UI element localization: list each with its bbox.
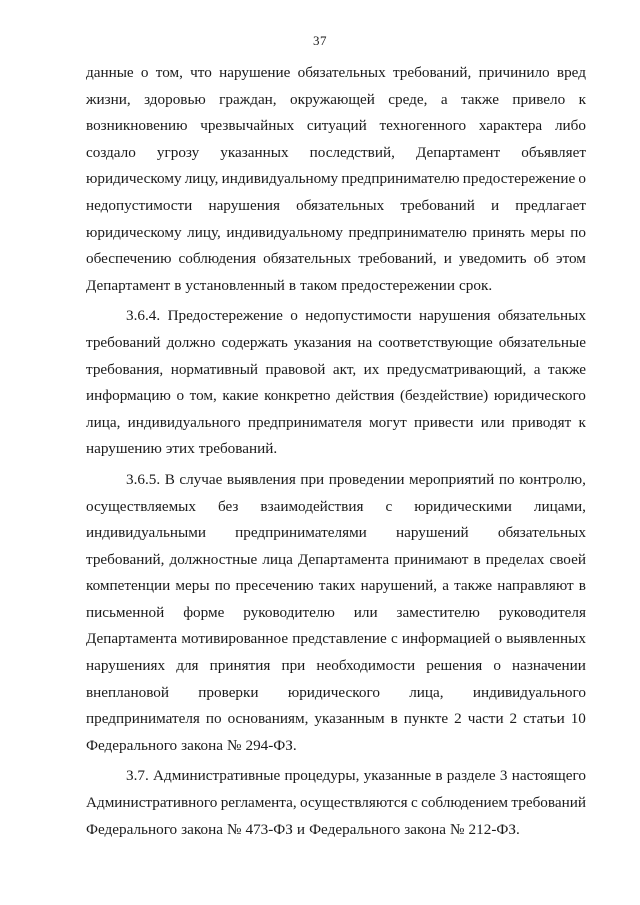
word: лица,: [409, 683, 444, 701]
word: предостережении: [341, 276, 456, 294]
word: письменной: [86, 603, 165, 621]
word: граждан,: [219, 90, 277, 108]
word: юридическому: [86, 170, 182, 188]
word: о: [494, 630, 503, 648]
word: 3: [499, 767, 508, 785]
text-line: [86, 600, 586, 627]
word: требований: [400, 196, 475, 214]
word: обязательные: [498, 333, 586, 351]
word: о: [140, 64, 149, 81]
text-line: [86, 733, 586, 760]
word: а: [440, 90, 448, 108]
word: нормативный: [170, 360, 259, 378]
text-line: [86, 653, 586, 680]
word: направляют: [497, 577, 574, 595]
word: Федерального: [86, 736, 178, 754]
word: предпринимателями: [235, 524, 367, 542]
text-line: [86, 573, 586, 600]
word: к: [578, 90, 586, 108]
word: внеплановой: [86, 683, 169, 701]
word: таком: [300, 276, 338, 294]
word: об: [533, 250, 549, 268]
text-line: [86, 246, 586, 273]
word: и: [296, 820, 306, 838]
word: (бездействие): [399, 387, 489, 405]
word: закона: [181, 820, 223, 838]
word: а: [442, 577, 449, 595]
word: информацию: [86, 387, 171, 405]
word: также: [460, 90, 499, 108]
word: в: [473, 550, 481, 568]
word: контролю,: [519, 470, 586, 488]
word: назначении: [512, 657, 586, 675]
word: о: [493, 657, 501, 675]
word: нарушений: [396, 524, 469, 542]
word: лица: [262, 550, 293, 568]
word: требований.: [198, 440, 278, 458]
word: действия: [336, 387, 395, 405]
word: с: [390, 630, 398, 648]
word: указанным: [314, 710, 385, 728]
word: нарушения: [418, 307, 491, 325]
text-line: [86, 303, 586, 330]
word: 10: [570, 710, 586, 728]
word: в: [578, 577, 586, 595]
word: выявленных: [506, 630, 586, 648]
word: в: [288, 276, 297, 294]
text-line: [86, 790, 586, 817]
text-line: [86, 383, 586, 410]
word: требований,: [86, 550, 165, 568]
word: а: [533, 360, 541, 378]
word: какие: [222, 387, 259, 405]
word: указанных: [220, 143, 289, 161]
text-line: [86, 166, 586, 193]
word: проведении: [328, 470, 405, 488]
word: пределах: [485, 550, 545, 568]
word: привело: [512, 90, 566, 108]
word: закона: [404, 820, 447, 838]
word: принять: [472, 223, 525, 241]
word: с: [385, 497, 393, 515]
text-line: [86, 680, 586, 707]
word: или: [480, 413, 505, 431]
text-line: [86, 467, 586, 494]
word: индивидуальному: [221, 170, 339, 188]
document-body: [86, 60, 586, 843]
word: нарушению: [86, 440, 162, 458]
word: своей: [549, 550, 586, 568]
word: предпринимателю: [348, 223, 467, 241]
word: создало: [86, 143, 136, 161]
word: угрозу: [156, 143, 200, 161]
word: срок.: [459, 276, 493, 294]
word: №: [450, 820, 465, 838]
word: 294-ФЗ.: [245, 736, 297, 754]
word: принимают: [394, 550, 469, 568]
text-line: [86, 113, 586, 140]
word: взаимодействия: [260, 497, 364, 515]
word: пункте: [403, 710, 449, 728]
word: причинило: [478, 64, 550, 81]
word: указанные: [363, 767, 432, 785]
word: Административные: [153, 767, 281, 785]
text-line: [86, 494, 586, 521]
word: лица,: [86, 413, 121, 431]
word: также: [548, 360, 586, 378]
word: соблюдением: [421, 794, 509, 812]
word: жизни,: [86, 90, 131, 108]
word: недопустимости: [305, 307, 412, 325]
word: №: [226, 736, 242, 754]
word: №: [226, 820, 242, 838]
word: в: [390, 710, 398, 728]
word: лицу,: [187, 223, 221, 241]
word: меры: [175, 577, 210, 595]
word: выявления: [226, 470, 296, 488]
word: в: [174, 276, 182, 294]
word: предпринимателя: [247, 413, 362, 431]
word: пресечению: [235, 577, 314, 595]
word: 2: [454, 710, 462, 728]
paragraph-item-3-7: [86, 763, 586, 843]
text-line: [86, 626, 586, 653]
word: регламента,: [220, 794, 297, 812]
word: предлагает: [515, 196, 586, 214]
text-line: [86, 357, 586, 384]
word: чрезвычайных: [200, 117, 295, 135]
word: этих: [165, 440, 195, 458]
word: приводят: [511, 413, 572, 431]
word: Предостережение: [167, 307, 283, 325]
word: техногенного: [379, 117, 467, 135]
word: и: [491, 196, 500, 214]
word: либо: [554, 117, 586, 135]
text-line: [86, 60, 586, 87]
word: таких: [318, 577, 356, 595]
word: обязательных: [296, 196, 385, 214]
word: осуществляемых: [86, 497, 196, 515]
word: решения: [426, 657, 483, 675]
word: возникновению: [86, 117, 188, 135]
text-line: [86, 817, 586, 844]
word: нарушениях: [86, 657, 166, 675]
word: заместителю: [396, 603, 480, 621]
word: 3.7.: [126, 767, 149, 785]
text-line: [86, 706, 586, 733]
text-line: [86, 520, 586, 547]
word: с: [410, 794, 418, 812]
word: по: [570, 223, 586, 241]
word: что: [190, 64, 212, 81]
word: обеспечению: [86, 250, 172, 268]
word: обязательных: [497, 524, 586, 542]
word: информацией: [401, 630, 491, 648]
word: могут: [369, 413, 407, 431]
word: 2: [509, 710, 518, 728]
word: 3.6.5.: [126, 470, 161, 488]
word: недопустимости: [86, 196, 193, 214]
word: по: [498, 470, 515, 488]
word: компетенции: [86, 577, 171, 595]
word: при: [281, 657, 306, 675]
word: также: [454, 577, 493, 595]
word: ситуаций: [306, 117, 367, 135]
word: их: [363, 360, 380, 378]
word: нарушение: [219, 64, 291, 81]
word: объявляет: [521, 143, 586, 161]
word: нарушений,: [360, 577, 438, 595]
word: соблюдения: [178, 250, 257, 268]
word: индивидуальными: [86, 524, 206, 542]
word: принятия: [209, 657, 271, 675]
text-line: [86, 273, 586, 300]
word: данные: [86, 64, 134, 81]
word: установленный: [185, 276, 285, 294]
word: случае: [179, 470, 223, 488]
text-line: [86, 330, 586, 357]
word: юридическими: [414, 497, 512, 515]
paragraph-item-3-6-5: [86, 467, 586, 760]
text-line: [86, 763, 586, 790]
word: требований: [511, 794, 586, 812]
word: без: [217, 497, 239, 515]
word: конкретно: [264, 387, 331, 405]
word: разделе: [446, 767, 496, 785]
word: окружающей: [290, 90, 375, 108]
word: юридического: [493, 387, 586, 405]
word: индивидуальному: [226, 223, 343, 241]
word: том,: [189, 387, 217, 405]
word: представление: [292, 630, 387, 648]
word: статьи: [523, 710, 565, 728]
word: уведомить: [459, 250, 527, 268]
word: процедуры,: [284, 767, 360, 785]
word: о: [578, 170, 586, 188]
word: индивидуального: [472, 683, 586, 701]
word: соответствующие: [378, 333, 493, 351]
word: в: [435, 767, 443, 785]
word: обязательных: [497, 307, 586, 325]
text-line: [86, 140, 586, 167]
word: Федерального: [309, 820, 401, 838]
word: Департамента: [297, 550, 390, 568]
word: руководителя: [498, 603, 586, 621]
word: руководителю: [243, 603, 335, 621]
word: 3.6.4.: [126, 307, 161, 325]
word: требования,: [86, 360, 164, 378]
word: привести: [413, 413, 474, 431]
text-line: [86, 220, 586, 247]
word: или: [353, 603, 378, 621]
word: среде,: [388, 90, 428, 108]
text-line: [86, 410, 586, 437]
paragraph-item-3-6-4: [86, 303, 586, 463]
word: предостережение: [462, 170, 576, 188]
word: том,: [155, 64, 183, 81]
word: о: [176, 387, 185, 405]
word: вред: [556, 64, 586, 81]
word: этом: [556, 250, 586, 268]
word: акт,: [332, 360, 357, 378]
word: лицу,: [184, 170, 219, 188]
word: о: [290, 307, 298, 325]
word: при: [300, 470, 325, 488]
word: обязательных: [297, 64, 386, 81]
word: последствий,: [309, 143, 395, 161]
word: должно: [166, 333, 216, 351]
text-line: [86, 87, 586, 114]
word: указания: [293, 333, 352, 351]
word: предпринимателю: [341, 170, 460, 188]
word: должностные: [169, 550, 258, 568]
word: части: [467, 710, 504, 728]
word: 212-ФЗ.: [468, 820, 520, 838]
word: осуществляются: [300, 794, 408, 812]
word: предусматривающий,: [386, 360, 527, 378]
word: закона: [181, 736, 223, 754]
word: проверки: [198, 683, 259, 701]
word: настоящего: [511, 767, 586, 785]
word: необходимости: [316, 657, 416, 675]
word: правовой: [265, 360, 326, 378]
word: и: [443, 250, 452, 268]
word: характера: [478, 117, 543, 135]
word: Административного: [86, 794, 218, 812]
word: лицами,: [533, 497, 586, 515]
word: мероприятий: [409, 470, 495, 488]
word: юридического: [287, 683, 380, 701]
word: 473-ФЗ: [245, 820, 293, 838]
word: здоровью: [144, 90, 206, 108]
page-number: 37: [313, 33, 327, 48]
word: к: [578, 413, 586, 431]
text-line: [86, 193, 586, 220]
word: по: [214, 577, 231, 595]
word: требований: [86, 333, 161, 351]
word: В: [164, 470, 175, 488]
word: обязательных: [263, 250, 352, 268]
word: меры: [530, 223, 565, 241]
word: требований,: [392, 64, 472, 81]
word: Департамент: [86, 276, 171, 294]
word: форме: [183, 603, 225, 621]
word: для: [176, 657, 199, 675]
word: мотивированное: [181, 630, 289, 648]
word: предпринимателя: [86, 710, 200, 728]
paragraph-continuation: [86, 60, 586, 299]
word: по: [205, 710, 222, 728]
word: требований,: [358, 250, 437, 268]
word: нарушения: [208, 196, 280, 214]
word: Департамента: [86, 630, 178, 648]
text-line: [86, 547, 586, 574]
word: Департамент: [415, 143, 501, 161]
word: основаниям,: [227, 710, 309, 728]
word: на: [357, 333, 373, 351]
word: юридическому: [86, 223, 182, 241]
word: Федерального: [86, 820, 178, 838]
word: индивидуального: [127, 413, 241, 431]
text-line: [86, 436, 586, 463]
word: содержать: [221, 333, 288, 351]
